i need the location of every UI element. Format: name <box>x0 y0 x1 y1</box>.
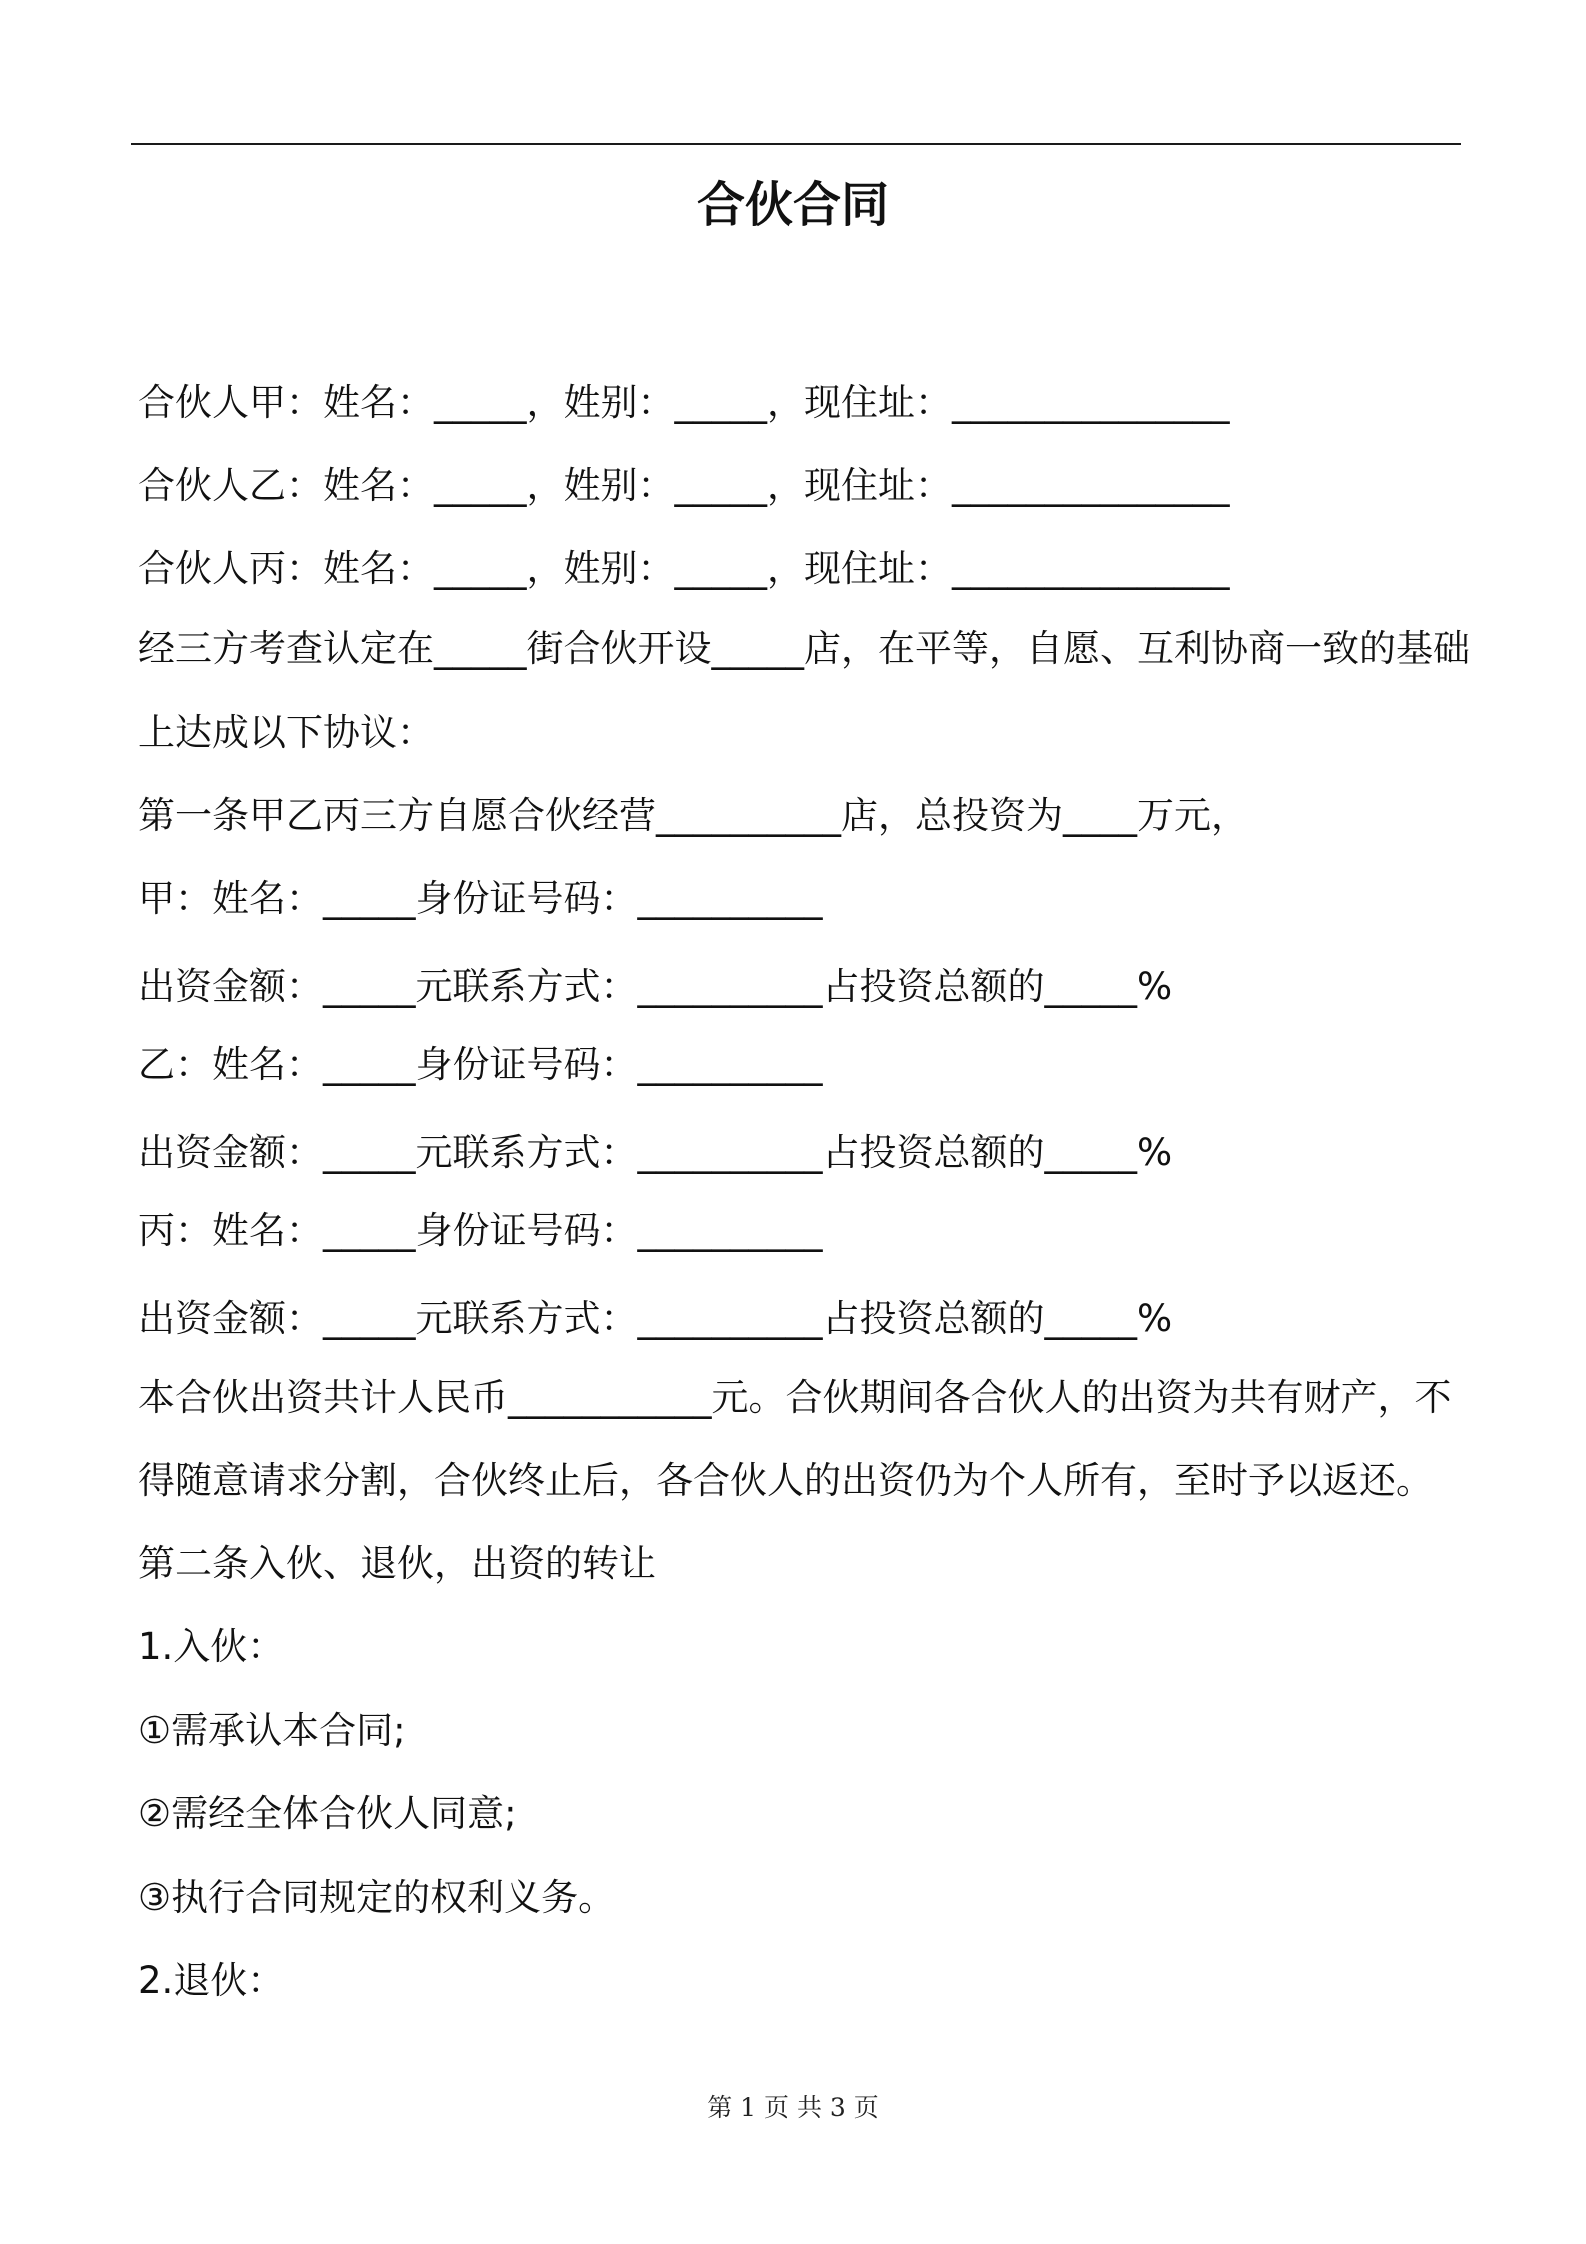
preamble-line-2: 上达成以下协议： <box>138 711 434 754</box>
partner-a-line: 合伙人甲：姓名：_____，姓别：_____，现住址：_______________ <box>138 381 1230 424</box>
party-a-id-line: 甲：姓名：_____身份证号码：__________ <box>138 877 823 920</box>
header-rule <box>131 143 1461 145</box>
page-number: 第 1 页 共 3 页 <box>707 2093 879 2122</box>
party-a-capital-line: 出资金额：_____元联系方式：__________占投资总额的_____% <box>138 965 1173 1008</box>
section-withdraw-heading: 2.退伙： <box>138 1959 285 2002</box>
party-c-id-line: 丙：姓名：_____身份证号码：__________ <box>138 1209 823 1252</box>
party-b-capital-line: 出资金额：_____元联系方式：__________占投资总额的_____% <box>138 1131 1173 1174</box>
total-capital-line-1: 本合伙出资共计人民币___________元。合伙期间各合伙人的出资为共有财产，不 <box>138 1376 1452 1419</box>
party-c-capital-line: 出资金额：_____元联系方式：__________占投资总额的_____% <box>138 1297 1173 1340</box>
preamble-line-1: 经三方考查认定在_____街合伙开设_____店，在平等，自愿、互利协商一致的基础 <box>138 627 1470 670</box>
party-b-id-line: 乙：姓名：_____身份证号码：__________ <box>138 1043 823 1086</box>
join-item-1: ①需承认本合同; <box>138 1709 406 1752</box>
total-capital-line-2: 得随意请求分割，合伙终止后，各合伙人的出资仍为个人所有，至时予以返还。 <box>138 1459 1433 1502</box>
section-join-heading: 1.入伙： <box>138 1625 285 1668</box>
partner-c-line: 合伙人丙：姓名：_____，姓别：_____，现住址：_______________ <box>138 547 1230 590</box>
document-title: 合伙合同 <box>696 177 889 233</box>
partner-b-line: 合伙人乙：姓名：_____，姓别：_____，现住址：_______________ <box>138 464 1230 507</box>
join-item-2: ②需经全体合伙人同意; <box>138 1792 517 1835</box>
article-1-heading: 第一条甲乙丙三方自愿合伙经营__________店，总投资为____万元， <box>138 794 1248 837</box>
join-item-3: ③执行合同规定的权利义务。 <box>138 1876 616 1919</box>
article-2-heading: 第二条入伙、退伙，出资的转让 <box>138 1542 656 1585</box>
